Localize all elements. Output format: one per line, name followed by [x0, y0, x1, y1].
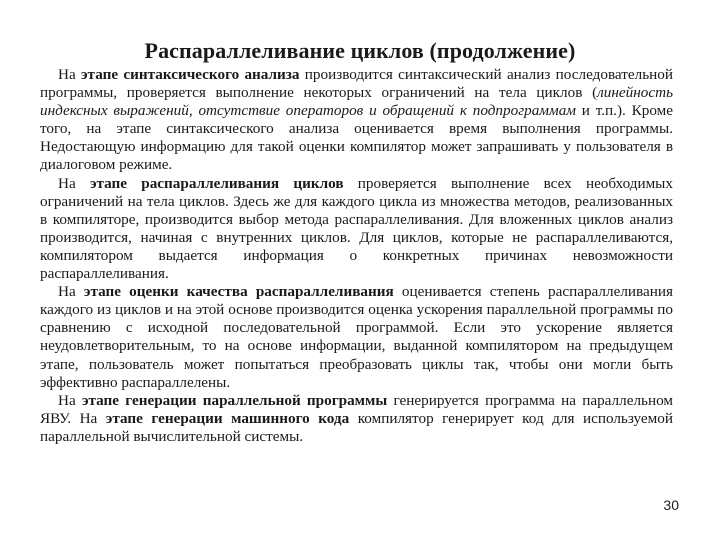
term-quality-assessment-stage: этапе оценки качества распараллеливания [83, 283, 394, 301]
term-machine-code-generation-stage: этапе генерации машинного кода [105, 409, 350, 427]
text-run: компилятор генерирует код для используемой параллельной вычислительной системы. [40, 409, 673, 445]
slide-body [40, 66, 673, 446]
text-run: генерируется программа на параллельном ЯВУ. На [40, 391, 673, 427]
text-run: На [58, 283, 84, 301]
page-number: 30 [663, 497, 679, 513]
term-syntax-analysis-stage: этапе синтаксического анализа [80, 66, 300, 83]
text-run: На [58, 66, 81, 83]
paragraph-loop-parallelization [40, 175, 673, 284]
term-parallel-program-generation-stage: этапе генерации параллельной программы [81, 391, 388, 409]
text-run: На [58, 174, 90, 192]
paragraph-code-generation [40, 392, 673, 446]
text-run: оценивается степень распараллеливания каждого из циклов и на этой основе производится оценка ускорения параллельной программы по сравнению с исходной последовательной программой. Если это ускорение является неудовлетворительным, то на основе информации, выданной компилятором на предыдущем этапе, пользователь может попытаться преобразовать циклы так, чтобы они могли быть эффективно распараллелены. [40, 283, 673, 391]
text-run: проверяется выполнение всех необходимых ограничений на тела циклов. Здесь же для каждого цикла из множества методов, реализованных в компиляторе, производится выбор метода распараллеливания. Для вложенных циклов анализ производится, начиная с внутренних циклов. Для циклов, которые не распараллеливаются, компилятором выдается информация о конкретных причинах невозможности распараллеливания. [40, 174, 673, 283]
restrictions-italic: линейность индексных выражений, отсутствие операторов и обращений к подпрограммам [40, 84, 673, 120]
slide-title: Распараллеливание циклов (продолжение) [144, 38, 576, 63]
term-loop-parallelization-stage: этапе распараллеливания циклов [89, 174, 344, 192]
paragraph-quality-assessment [40, 283, 673, 392]
text-run: производится синтаксический анализ последовательной программы, проверяется выполнение некоторых ограничений на тела циклов ( [40, 66, 673, 102]
text-run: На [58, 391, 82, 409]
paragraph-syntax-analysis [40, 66, 673, 175]
text-run: и т.п.). Кроме того, на этапе синтаксического анализа оценивается время выполнения программы. Недостающую информацию для такой оценки компилятор может запрашивать у пользователя в диалоговом режиме. [40, 102, 674, 174]
